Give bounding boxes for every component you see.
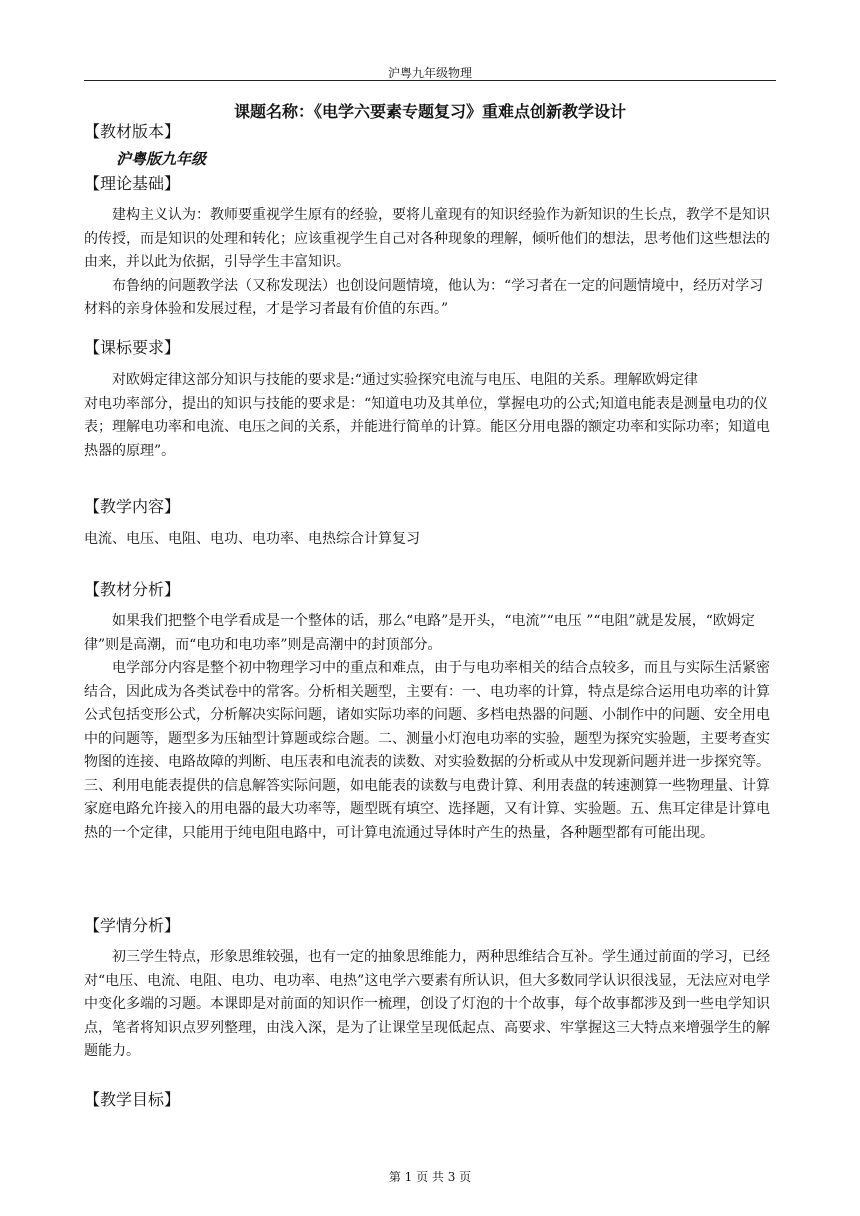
page-footer: 第 1 页 共 3 页	[388, 1170, 472, 1184]
standards-line-1: 对欧姆定律这部分知识与技能的要求是:“通过实验探究电流与电压、电阻的关系。理解欧姆定律	[112, 372, 698, 388]
analysis-body	[84, 610, 776, 845]
standards-body	[84, 369, 776, 463]
analysis-paragraph-2: 电学部分内容是整个初中物理学习中的重点和难点，由于与电功率相关的结合点较多，而且与实际生活紧密结合，因此成为各类试卷中的常客。分析相关题型，主要有：一、电功率的计算，特点是综合运用电功率的计算公式包括变形公式，分析解决实际问题，诸如实际功率的问题、多档电热器的问题、小制作中的问题、安全用电中的问题等，题型多为压轴型计算题或综合题。二、测量小灯泡电功率的实验，题型为探究实验题，主要考查实物图的连接、电路故障的判断、电压表和电流表的读数、对实验数据的分析或从中发现新问题并进一步探究等。三、利用电能表提供的信息解答实际问题，如电能表的读数与电费计算、利用表盘的转速测算一些物理量、计算家庭电路允许接入的用电器的最大功率等，题型既有填空、选择题，又有计算、实验题。五、焦耳定律是计算电热的一个定律，只能用于纯电阻电路中，可计算电流通过导体时产生的热量，各种题型都有可能出现。	[84, 660, 770, 841]
document-title: 课题名称：《电学六要素专题复习》重难点创新教学设计	[233, 102, 626, 121]
theory-body	[84, 204, 776, 322]
content-text: 电流、电压、电阻、电功、电功率、电热综合计算复习	[84, 531, 420, 547]
page-header: 沪粤九年级物理	[387, 66, 472, 80]
section-heading-edition: 【教材版本】	[84, 122, 181, 141]
section-heading-theory: 【理论基础】	[84, 174, 181, 193]
header-rule	[84, 80, 776, 81]
students-paragraph-1: 初三学生特点，形象思维较强，也有一定的抽象思维能力，两种思维结合互补。学生通过前面的学习，已经对“电压、电流、电阻、电功、电功率、电热”这电学六要素有所认识，但大多数同学认识很浅显，无法应对电学中变化多端的习题。本课即是对前面的知识作一梳理，创设了灯泡的十个故事，每个故事都涉及到一些电学知识点，笔者将知识点罗列整理，由浅入深，是为了让课堂呈现低起点、高要求、牢掌握这三大特点来增强学生的解题能力。	[84, 949, 771, 1059]
section-heading-goals: 【教学目标】	[84, 1090, 181, 1109]
students-body	[84, 946, 776, 1064]
section-heading-analysis: 【教材分析】	[84, 580, 181, 599]
section-heading-standards: 【课标要求】	[84, 338, 181, 357]
edition-text: 沪粤版九年级	[116, 150, 207, 168]
analysis-paragraph-1: 如果我们把整个电学看成是一个整体的话，那么“电路”是开头，“电流”“电压 ”“电阻”就是发展，“欧姆定律”则是高潮，而“电功和电功率”则是高潮中的封顶部分。	[84, 613, 755, 653]
theory-paragraph-2: 布鲁纳的问题教学法（又称发现法）也创设问题情境，他认为：“学习者在一定的问题情境中，经历对学习材料的亲身体验和发展过程，才是学习者最有价值的东西。”	[84, 277, 764, 317]
theory-paragraph-1: 建构主义认为：教师要重视学生原有的经验，要将儿童现有的知识经验作为新知识的生长点，教学不是知识的传授，而是知识的处理和转化；应该重视学生自己对各种现象的理解，倾听他们的想法，思考他们这些想法的由来，并以此为依据，引导学生丰富知识。	[84, 207, 770, 270]
section-heading-content: 【教学内容】	[84, 497, 181, 516]
section-heading-students: 【学情分析】	[84, 916, 181, 935]
standards-line-2: 对电功率部分，提出的知识与技能的要求是：“知道电功及其单位，掌握电功的公式;知道电能表是测量电功的仪表；理解电功率和电流、电压之间的关系，并能进行简单的计算。能区分用电器的额定功率和实际功率；知道电热器的原理”。	[84, 395, 770, 459]
